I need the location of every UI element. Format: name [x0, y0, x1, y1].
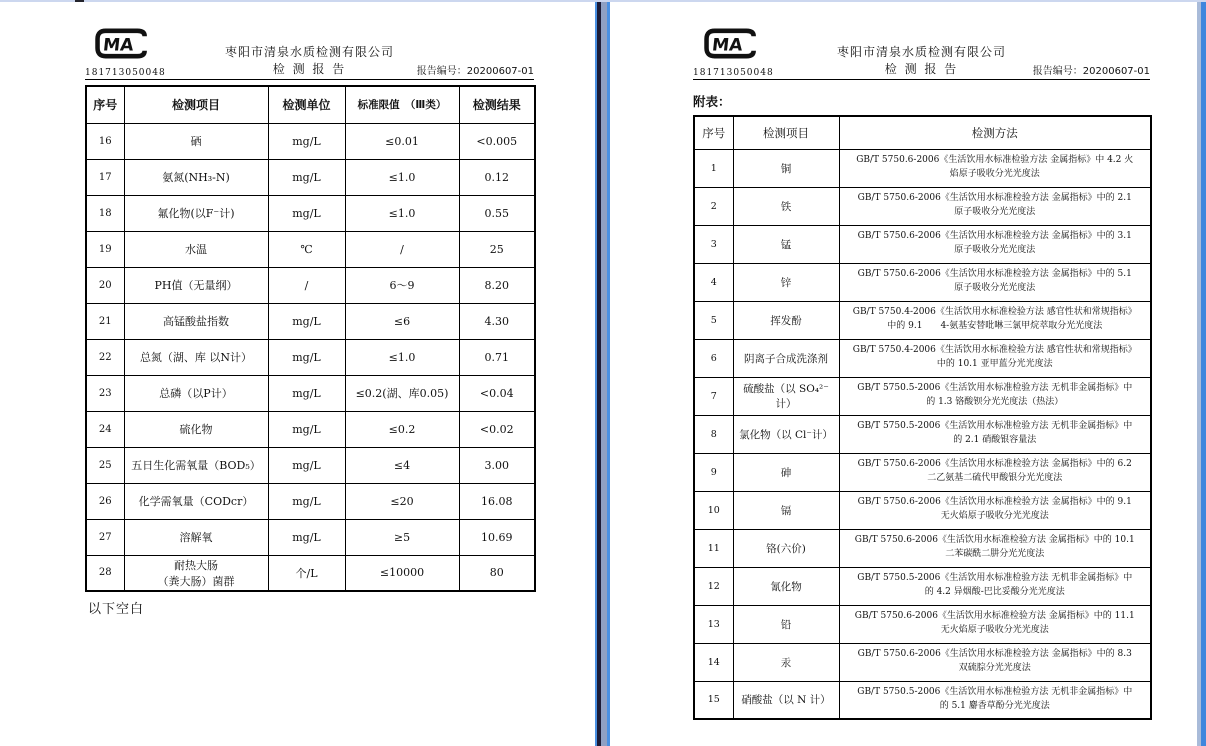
- table-cell: ≤1.0: [345, 159, 459, 195]
- table-cell: ℃: [268, 231, 345, 267]
- table-cell: ≤20: [345, 483, 459, 519]
- table-cell: 铬(六价): [733, 529, 839, 567]
- column-header: 检测方法: [839, 116, 1151, 149]
- table-cell: 28: [86, 555, 124, 591]
- table-cell: 4.30: [459, 303, 535, 339]
- table-cell: 17: [86, 159, 124, 195]
- table-cell: 2: [694, 187, 733, 225]
- table-cell: /: [345, 231, 459, 267]
- table-cell: ≤4: [345, 447, 459, 483]
- table-cell: 五日生化需氧量（BOD₅）: [124, 447, 268, 483]
- table-cell: 25: [459, 231, 535, 267]
- table-row: [86, 267, 535, 303]
- table-cell: GB/T 5750.4-2006《生活饮用水标准检验方法 感官性状和常规指标》 中的 10.1 亚甲蓝分光光度法: [839, 339, 1151, 377]
- table-cell: <0.005: [459, 123, 535, 159]
- table-cell: GB/T 5750.4-2006《生活饮用水标准检验方法 感官性状和常规指标》 中的 9.1 4-氨基安替吡啉三氯甲烷萃取分光光度法: [839, 301, 1151, 339]
- serial-number: 181713050048: [85, 68, 166, 78]
- table-cell: mg/L: [268, 303, 345, 339]
- header-row: [86, 86, 535, 123]
- table-cell: mg/L: [268, 339, 345, 375]
- table-cell: 20: [86, 267, 124, 303]
- table-cell: 16: [86, 123, 124, 159]
- table-cell: mg/L: [268, 447, 345, 483]
- table-cell: 铁: [733, 187, 839, 225]
- table-row: [86, 411, 535, 447]
- report-title-line: [693, 60, 1150, 80]
- column-header: 序号: [86, 86, 124, 123]
- report-number: 报告编号：20200607-01: [1032, 66, 1150, 77]
- table-cell: mg/L: [268, 411, 345, 447]
- table-cell: 18: [86, 195, 124, 231]
- table-cell: 8: [694, 415, 733, 453]
- table-cell: GB/T 5750.6-2006《生活饮用水标准检验方法 金属指标》中的 11.1 无火焰原子吸收分光光度法: [839, 605, 1151, 643]
- table-cell: 80: [459, 555, 535, 591]
- report-page-results: [0, 2, 595, 746]
- table-cell: ≤1.0: [345, 195, 459, 231]
- table-cell: /: [268, 267, 345, 303]
- table-cell: GB/T 5750.5-2006《生活饮用水标准检验方法 无机非金属指标》中 的 4.2 异烟酸-巴比妥酸分光光度法: [839, 567, 1151, 605]
- table-cell: 化学需氧量（CODcr）: [124, 483, 268, 519]
- table-row: [694, 339, 1151, 377]
- table-cell: 溶解氧: [124, 519, 268, 555]
- table-cell: 19: [86, 231, 124, 267]
- company-name: 枣阳市清泉水质检测有限公司: [224, 45, 394, 59]
- test-methods-table: [693, 115, 1152, 720]
- table-row: [694, 377, 1151, 415]
- table-cell: mg/L: [268, 195, 345, 231]
- table-cell: mg/L: [268, 519, 345, 555]
- table-cell: GB/T 5750.5-2006《生活饮用水标准检验方法 无机非金属指标》中 的 2.1 硝酸银容量法: [839, 415, 1151, 453]
- table-cell: PH值（无量纲）: [124, 267, 268, 303]
- table-cell: 14: [694, 643, 733, 681]
- table-cell: 22: [86, 339, 124, 375]
- table-cell: ≥5: [345, 519, 459, 555]
- table-cell: 铜: [733, 149, 839, 187]
- report-page-appendix: [610, 2, 1198, 746]
- table-cell: 氨氮(NH₃-N): [124, 159, 268, 195]
- table-cell: GB/T 5750.5-2006《生活饮用水标准检验方法 无机非金属指标》中 的 1.3 铬酸钡分光光度法（热法）: [839, 377, 1151, 415]
- test-results-table: [85, 85, 536, 592]
- window-right-border: [1197, 2, 1206, 746]
- table-cell: 5: [694, 301, 733, 339]
- table-cell: GB/T 5750.6-2006《生活饮用水标准检验方法 金属指标》中的 3.1 原子吸收分光光度法: [839, 225, 1151, 263]
- table-cell: 锌: [733, 263, 839, 301]
- table-cell: <0.02: [459, 411, 535, 447]
- report-title: 检 测 报 告: [884, 62, 959, 76]
- table-row: [694, 681, 1151, 719]
- table-cell: 11: [694, 529, 733, 567]
- table-cell: ≤0.01: [345, 123, 459, 159]
- table-cell: 硫酸盐（以 SO₄²⁻ 计）: [733, 377, 839, 415]
- table-cell: 8.20: [459, 267, 535, 303]
- table-cell: GB/T 5750.6-2006《生活饮用水标准检验方法 金属指标》中的 5.1 原子吸收分光光度法: [839, 263, 1151, 301]
- table-cell: 砷: [733, 453, 839, 491]
- table-row: [694, 301, 1151, 339]
- table-cell: GB/T 5750.6-2006《生活饮用水标准检验方法 金属指标》中的 9.1 无火焰原子吸收分光光度法: [839, 491, 1151, 529]
- table-cell: ≤0.2: [345, 411, 459, 447]
- table-cell: 4: [694, 263, 733, 301]
- table-row: [86, 159, 535, 195]
- column-header: 检测项目: [124, 86, 268, 123]
- table-row: [86, 375, 535, 411]
- table-row: [694, 605, 1151, 643]
- table-cell: 10.69: [459, 519, 535, 555]
- report-number: 报告编号：20200607-01: [416, 66, 534, 77]
- table-cell: 个/L: [268, 555, 345, 591]
- report-title: 检 测 报 告: [272, 62, 347, 76]
- table-cell: <0.04: [459, 375, 535, 411]
- table-cell: 3.00: [459, 447, 535, 483]
- table-row: [694, 415, 1151, 453]
- table-cell: 27: [86, 519, 124, 555]
- page-divider: [595, 2, 610, 746]
- report-title-line: [85, 60, 534, 80]
- table-cell: 氯化物（以 Cl⁻计）: [733, 415, 839, 453]
- table-cell: 12: [694, 567, 733, 605]
- table-row: [694, 263, 1151, 301]
- table-cell: 10: [694, 491, 733, 529]
- column-header: 检测项目: [733, 116, 839, 149]
- table-row: [694, 149, 1151, 187]
- table-cell: 汞: [733, 643, 839, 681]
- table-row: [694, 453, 1151, 491]
- table-cell: 总磷（以P计）: [124, 375, 268, 411]
- table-cell: 挥发酚: [733, 301, 839, 339]
- table-row: [86, 483, 535, 519]
- svg-text:MA: MA: [710, 35, 744, 56]
- serial-number: 181713050048: [693, 68, 774, 78]
- table-cell: 镉: [733, 491, 839, 529]
- column-header: 标准限值 （Ⅲ类）: [345, 86, 459, 123]
- table-cell: mg/L: [268, 375, 345, 411]
- table-cell: 16.08: [459, 483, 535, 519]
- table-cell: 0.12: [459, 159, 535, 195]
- table-cell: 耐热大肠 （粪大肠）菌群: [124, 555, 268, 591]
- below-blank-note: 以下空白: [88, 602, 145, 617]
- table-cell: 6～9: [345, 267, 459, 303]
- table-cell: 硝酸盐（以 N 计）: [733, 681, 839, 719]
- table-cell: 0.71: [459, 339, 535, 375]
- table-row: [86, 195, 535, 231]
- table-cell: 7: [694, 377, 733, 415]
- table-cell: 25: [86, 447, 124, 483]
- table-row: [86, 339, 535, 375]
- table-cell: 0.55: [459, 195, 535, 231]
- company-name: 枣阳市清泉水质检测有限公司: [836, 45, 1006, 59]
- table-cell: 氰化物: [733, 567, 839, 605]
- table-cell: 硒: [124, 123, 268, 159]
- table-cell: GB/T 5750.6-2006《生活饮用水标准检验方法 金属指标》中的 2.1 原子吸收分光光度法: [839, 187, 1151, 225]
- table-cell: GB/T 5750.5-2006《生活饮用水标准检验方法 无机非金属指标》中 的 5.1 麝香草酚分光光度法: [839, 681, 1151, 719]
- table-cell: ≤10000: [345, 555, 459, 591]
- table-cell: 高锰酸盐指数: [124, 303, 268, 339]
- table-cell: 15: [694, 681, 733, 719]
- column-header: 序号: [694, 116, 733, 149]
- table-cell: 3: [694, 225, 733, 263]
- appendix-label: 附表：: [693, 94, 731, 109]
- table-cell: 硫化物: [124, 411, 268, 447]
- table-cell: 23: [86, 375, 124, 411]
- table-cell: ≤0.2(湖、库0.05): [345, 375, 459, 411]
- table-cell: 13: [694, 605, 733, 643]
- table-cell: 21: [86, 303, 124, 339]
- table-row: [694, 187, 1151, 225]
- table-cell: 氟化物(以F⁻计): [124, 195, 268, 231]
- svg-text:MA: MA: [101, 35, 135, 56]
- table-cell: 26: [86, 483, 124, 519]
- table-cell: GB/T 5750.6-2006《生活饮用水标准检验方法 金属指标》中的 10.1 二苯碳酰二肼分光光度法: [839, 529, 1151, 567]
- table-row: [86, 231, 535, 267]
- table-cell: ≤6: [345, 303, 459, 339]
- table-row: [86, 519, 535, 555]
- table-cell: ≤1.0: [345, 339, 459, 375]
- table-row: [694, 567, 1151, 605]
- table-cell: mg/L: [268, 483, 345, 519]
- table-cell: GB/T 5750.6-2006《生活饮用水标准检验方法 金属指标》中的 8.3 双硫腙分光光度法: [839, 643, 1151, 681]
- table-row: [694, 491, 1151, 529]
- table-row: [694, 225, 1151, 263]
- table-row: [86, 447, 535, 483]
- table-cell: 水温: [124, 231, 268, 267]
- table-row: [694, 643, 1151, 681]
- table-cell: 24: [86, 411, 124, 447]
- table-cell: 1: [694, 149, 733, 187]
- column-header: 检测结果: [459, 86, 535, 123]
- table-cell: GB/T 5750.6-2006《生活饮用水标准检验方法 金属指标》中 4.2 火 焰原子吸收分光光度法: [839, 149, 1151, 187]
- table-cell: GB/T 5750.6-2006《生活饮用水标准检验方法 金属指标》中的 6.2 二乙氨基二硫代甲酸银分光光度法: [839, 453, 1151, 491]
- table-row: [86, 555, 535, 591]
- table-cell: mg/L: [268, 159, 345, 195]
- table-row: [694, 529, 1151, 567]
- table-cell: 锰: [733, 225, 839, 263]
- table-cell: 总氮（湖、库 以N计）: [124, 339, 268, 375]
- table-row: [86, 123, 535, 159]
- header-row: [694, 116, 1151, 149]
- column-header: 检测单位: [268, 86, 345, 123]
- table-cell: 9: [694, 453, 733, 491]
- table-cell: mg/L: [268, 123, 345, 159]
- table-row: [86, 303, 535, 339]
- table-cell: 6: [694, 339, 733, 377]
- table-cell: 阴离子合成洗涤剂: [733, 339, 839, 377]
- table-cell: 铅: [733, 605, 839, 643]
